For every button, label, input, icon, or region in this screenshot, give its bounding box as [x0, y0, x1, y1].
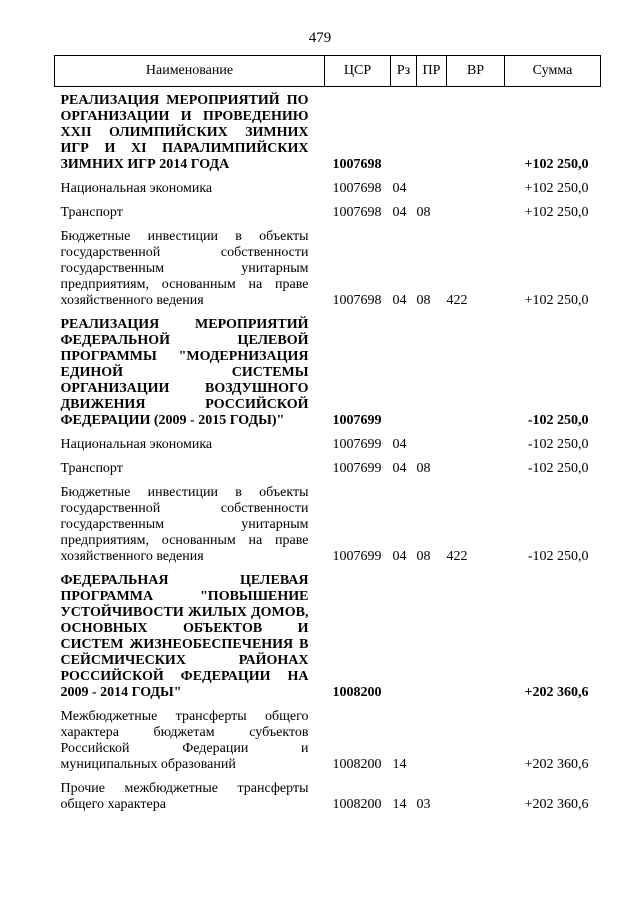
- row-spacer: [55, 477, 601, 485]
- cell-sum: +102 250,0: [524, 157, 589, 172]
- cell-vr: [447, 781, 505, 813]
- cell-pr: 08: [416, 293, 431, 308]
- cell-pr: [417, 437, 447, 453]
- spacer-cell: [55, 221, 601, 229]
- cell-sum: +102 250,0: [524, 293, 589, 308]
- row-spacer: [55, 197, 601, 205]
- cell-pr: 08: [416, 205, 431, 220]
- cell-rz: 04: [392, 205, 407, 220]
- table-row: [55, 781, 601, 813]
- cell-csr: 1007698: [332, 181, 382, 196]
- table-row: [55, 709, 601, 773]
- row-spacer: [55, 565, 601, 573]
- cell-csr: 1008200: [332, 797, 382, 812]
- cell-vr: [447, 709, 505, 773]
- spacer-cell: [55, 773, 601, 781]
- row-spacer: [55, 173, 601, 181]
- cell-vr: [447, 205, 505, 221]
- cell-vr: [447, 87, 505, 174]
- cell-rz: [391, 573, 417, 701]
- spacer-cell: [55, 197, 601, 205]
- spacer-cell: [55, 477, 601, 485]
- cell-rz: [391, 317, 417, 429]
- cell-name: Бюджетные инвестиции в объекты государственной собственности государственным унитарным предприятиям, основанным на праве хозяйственного ведения: [60, 485, 309, 564]
- cell-name: РЕАЛИЗАЦИЯ МЕРОПРИЯТИЙ ПО ОРГАНИЗАЦИИ И ПРОВЕДЕНИЮ XXII ОЛИМПИЙСКИХ ЗИМНИХ ИГР И XI ПАРАЛИМПИЙСКИХ ЗИМНИХ ИГР 2014 ГОДА: [60, 93, 309, 172]
- cell-rz: 04: [392, 293, 407, 308]
- row-spacer: [55, 453, 601, 461]
- cell-csr: 1008200: [332, 757, 382, 772]
- cell-csr: 1007698: [332, 205, 382, 220]
- cell-rz: 04: [392, 461, 407, 476]
- cell-name: Межбюджетные трансферты общего характера бюджетам субъектов Российской Федерации и муниципальных образований: [60, 709, 309, 772]
- row-spacer: [55, 773, 601, 781]
- cell-name: Транспорт: [60, 461, 123, 476]
- cell-pr: [417, 87, 447, 174]
- cell-sum: +202 360,6: [524, 797, 589, 812]
- cell-rz: 04: [392, 549, 407, 564]
- spacer-cell: [55, 453, 601, 461]
- cell-vr: [447, 317, 505, 429]
- cell-csr: 1007698: [332, 293, 382, 308]
- table-row: [55, 229, 601, 309]
- cell-rz: 14: [392, 757, 407, 772]
- table-row: [55, 87, 601, 174]
- cell-rz: 14: [392, 797, 407, 812]
- cell-csr: 1007698: [332, 157, 382, 172]
- header-csr: ЦСР: [325, 56, 391, 87]
- cell-name: Бюджетные инвестиции в объекты государственной собственности государственным унитарным предприятиям, основанным на праве хозяйственного ведения: [60, 229, 309, 308]
- row-spacer: [55, 309, 601, 317]
- cell-pr: [417, 709, 447, 773]
- cell-sum: +102 250,0: [524, 205, 589, 220]
- row-spacer: [55, 429, 601, 437]
- cell-vr: [447, 181, 505, 197]
- cell-vr: 422: [446, 549, 468, 564]
- cell-vr: [447, 461, 505, 477]
- cell-rz: [391, 87, 417, 174]
- table-row: [55, 205, 601, 221]
- cell-rz: 04: [392, 181, 407, 196]
- table-row: [55, 485, 601, 565]
- table-row: [55, 181, 601, 197]
- cell-rz: 04: [392, 437, 407, 452]
- cell-pr: [417, 181, 447, 197]
- table-row: [55, 437, 601, 453]
- spacer-cell: [55, 565, 601, 573]
- cell-name: Транспорт: [60, 205, 123, 220]
- cell-csr: 1007699: [332, 549, 382, 564]
- table-header-row: [55, 56, 601, 87]
- cell-pr: 08: [416, 549, 431, 564]
- cell-name: Национальная экономика: [60, 181, 213, 196]
- cell-vr: 422: [446, 293, 468, 308]
- header-pr: ПР: [417, 56, 447, 87]
- cell-pr: 03: [416, 797, 431, 812]
- page-number: 479: [308, 30, 332, 46]
- cell-name: ФЕДЕРАЛЬНАЯ ЦЕЛЕВАЯ ПРОГРАММА "ПОВЫШЕНИЕ УСТОЙЧИВОСТИ ЖИЛЫХ ДОМОВ, ОСНОВНЫХ ОБЪЕКТОВ И СИСТЕМ ЖИЗНЕОБЕСПЕЧЕНИЯ В СЕЙСМИЧЕСКИХ РАЙОНАХ РОССИЙСКОЙ ФЕДЕРАЦИИ НА 2009 - 2014 ГОДЫ": [60, 573, 309, 700]
- cell-pr: 08: [416, 461, 431, 476]
- cell-sum: -102 250,0: [527, 437, 589, 452]
- header-sum: Сумма: [505, 56, 601, 87]
- cell-sum: -102 250,0: [527, 413, 589, 428]
- budget-table: [54, 55, 601, 813]
- cell-vr: [447, 573, 505, 701]
- cell-sum: -102 250,0: [527, 461, 589, 476]
- cell-csr: 1007699: [332, 413, 382, 428]
- spacer-cell: [55, 173, 601, 181]
- cell-sum: +202 360,6: [524, 757, 589, 772]
- table-row: [55, 317, 601, 429]
- cell-csr: 1007699: [332, 461, 382, 476]
- header-rz: Рз: [391, 56, 417, 87]
- cell-sum: +202 360,6: [524, 685, 589, 700]
- cell-pr: [417, 573, 447, 701]
- cell-name: РЕАЛИЗАЦИЯ МЕРОПРИЯТИЙ ФЕДЕРАЛЬНОЙ ЦЕЛЕВОЙ ПРОГРАММЫ "МОДЕРНИЗАЦИЯ ЕДИНОЙ СИСТЕМЫ ОРГАНИЗАЦИИ ВОЗДУШНОГО ДВИЖЕНИЯ РОССИЙСКОЙ ФЕДЕРАЦИИ (2009 - 2015 ГОДЫ)": [60, 317, 309, 428]
- cell-csr: 1008200: [332, 685, 382, 700]
- cell-name: Национальная экономика: [60, 437, 213, 452]
- header-vr: ВР: [447, 56, 505, 87]
- spacer-cell: [55, 701, 601, 709]
- cell-sum: +102 250,0: [524, 181, 589, 196]
- row-spacer: [55, 701, 601, 709]
- table-body: [55, 87, 601, 814]
- table-row: [55, 461, 601, 477]
- cell-sum: -102 250,0: [527, 549, 589, 564]
- spacer-cell: [55, 429, 601, 437]
- cell-pr: [417, 317, 447, 429]
- table-row: [55, 573, 601, 701]
- cell-csr: 1007699: [332, 437, 382, 452]
- header-name: Наименование: [55, 56, 325, 87]
- cell-vr: [447, 437, 505, 453]
- cell-name: Прочие межбюджетные трансферты общего характера: [60, 781, 309, 812]
- spacer-cell: [55, 309, 601, 317]
- row-spacer: [55, 221, 601, 229]
